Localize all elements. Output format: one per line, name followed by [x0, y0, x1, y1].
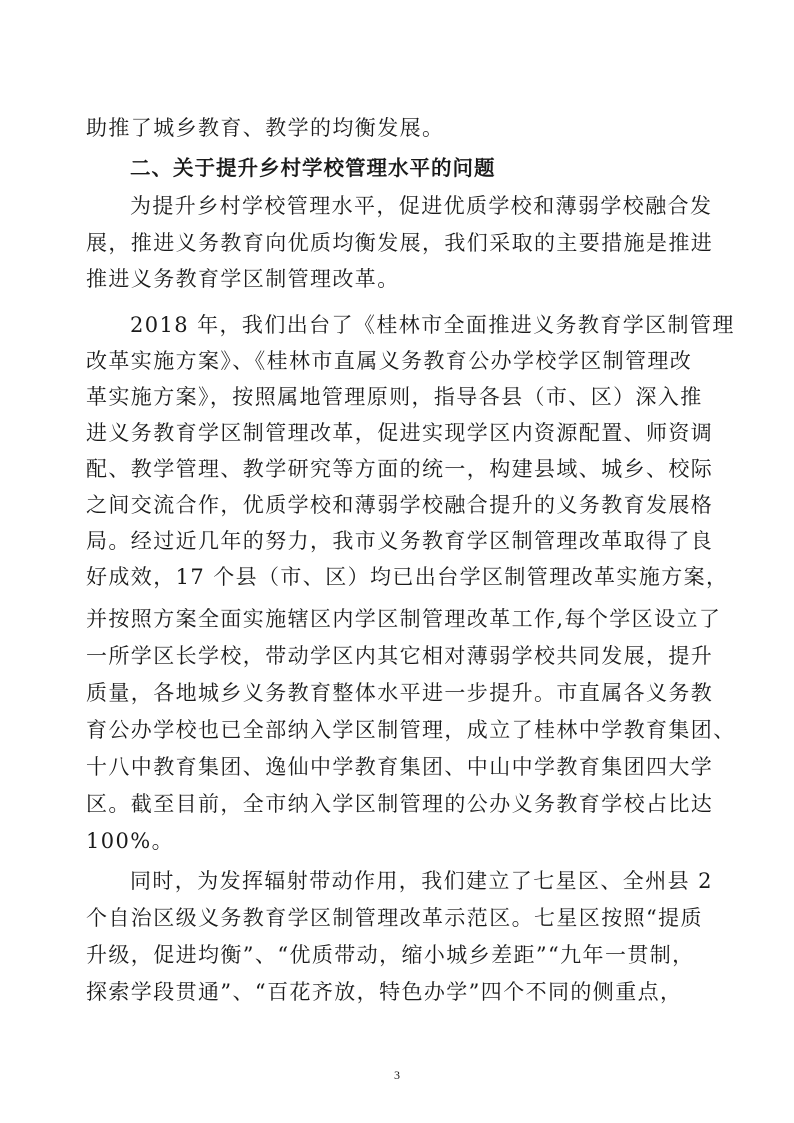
- paragraph-line: 区。截至目前，全市纳入学区制管理的公办义务教育学校占比达: [86, 792, 714, 816]
- paragraph-line: 100%。: [86, 829, 175, 853]
- paragraph-line: 同时，为发挥辐射带动作用，我们建立了七星区、全州县 2: [130, 869, 713, 893]
- paragraph-line: 进义务教育学区制管理改革，促进实现学区内资源配置、师资调: [86, 421, 714, 445]
- paragraph-line: 为提升乡村学校管理水平，促进优质学校和薄弱学校融合发: [130, 194, 713, 218]
- page-number: 3: [394, 1068, 400, 1082]
- paragraph-line: 改革实施方案》、《桂林市直属义务教育公办学校学区制管理改: [86, 349, 693, 373]
- paragraph-line: 之间交流合作，优质学校和薄弱学校融合提升的义务教育发展格: [86, 493, 714, 517]
- paragraph-line: 好成效，17 个县（市、区）均已出台学区制管理改革实施方案，: [86, 565, 729, 589]
- paragraph-line: 配、教学管理、教学研究等方面的统一，构建县域、城乡、校际: [86, 457, 714, 481]
- paragraph-line: 探索学段贯通”、“百花齐放，特色办学”四个不同的侧重点，: [86, 980, 683, 1004]
- paragraph-line: 升级，促进均衡”、“优质带动，缩小城乡差距”“九年一贯制，: [86, 943, 695, 967]
- paragraph-line: 局。经过近几年的努力，我市义务教育学区制管理改革取得了良: [86, 529, 714, 553]
- paragraph-line: 助推了城乡教育、教学的均衡发展。: [86, 116, 445, 140]
- paragraph-line: 展，推进义务教育向优质均衡发展，我们采取的主要措施是推进: [86, 231, 714, 255]
- paragraph-line: 十八中教育集团、逸仙中学教育集团、中山中学教育集团四大学: [86, 755, 714, 779]
- paragraph-line: 并按照方案全面实施辖区内学区制管理改革工作,每个学区设立了: [86, 607, 722, 631]
- paragraph-line: 革实施方案》，按照属地管理原则，指导各县（市、区）深入推: [86, 385, 703, 409]
- section-heading: 二、关于提升乡村学校管理水平的问题: [130, 156, 496, 180]
- paragraph-line: 推进义务教育学区制管理改革。: [86, 267, 400, 291]
- paragraph-line: 一所学区长学校，带动学区内其它相对薄弱学校共同发展，提升: [86, 644, 714, 668]
- paragraph-line: 质量，各地城乡义务教育整体水平进一步提升。市直属各义务教: [86, 681, 714, 705]
- paragraph-line: 2018 年，我们出台了《桂林市全面推进义务教育学区制管理: [130, 313, 735, 337]
- paragraph-line: 育公办学校也已全部纳入学区制管理，成立了桂林中学教育集团、: [86, 718, 736, 742]
- paragraph-line: 个自治区级义务教育学区制管理改革示范区。七星区按照“提质: [86, 906, 703, 930]
